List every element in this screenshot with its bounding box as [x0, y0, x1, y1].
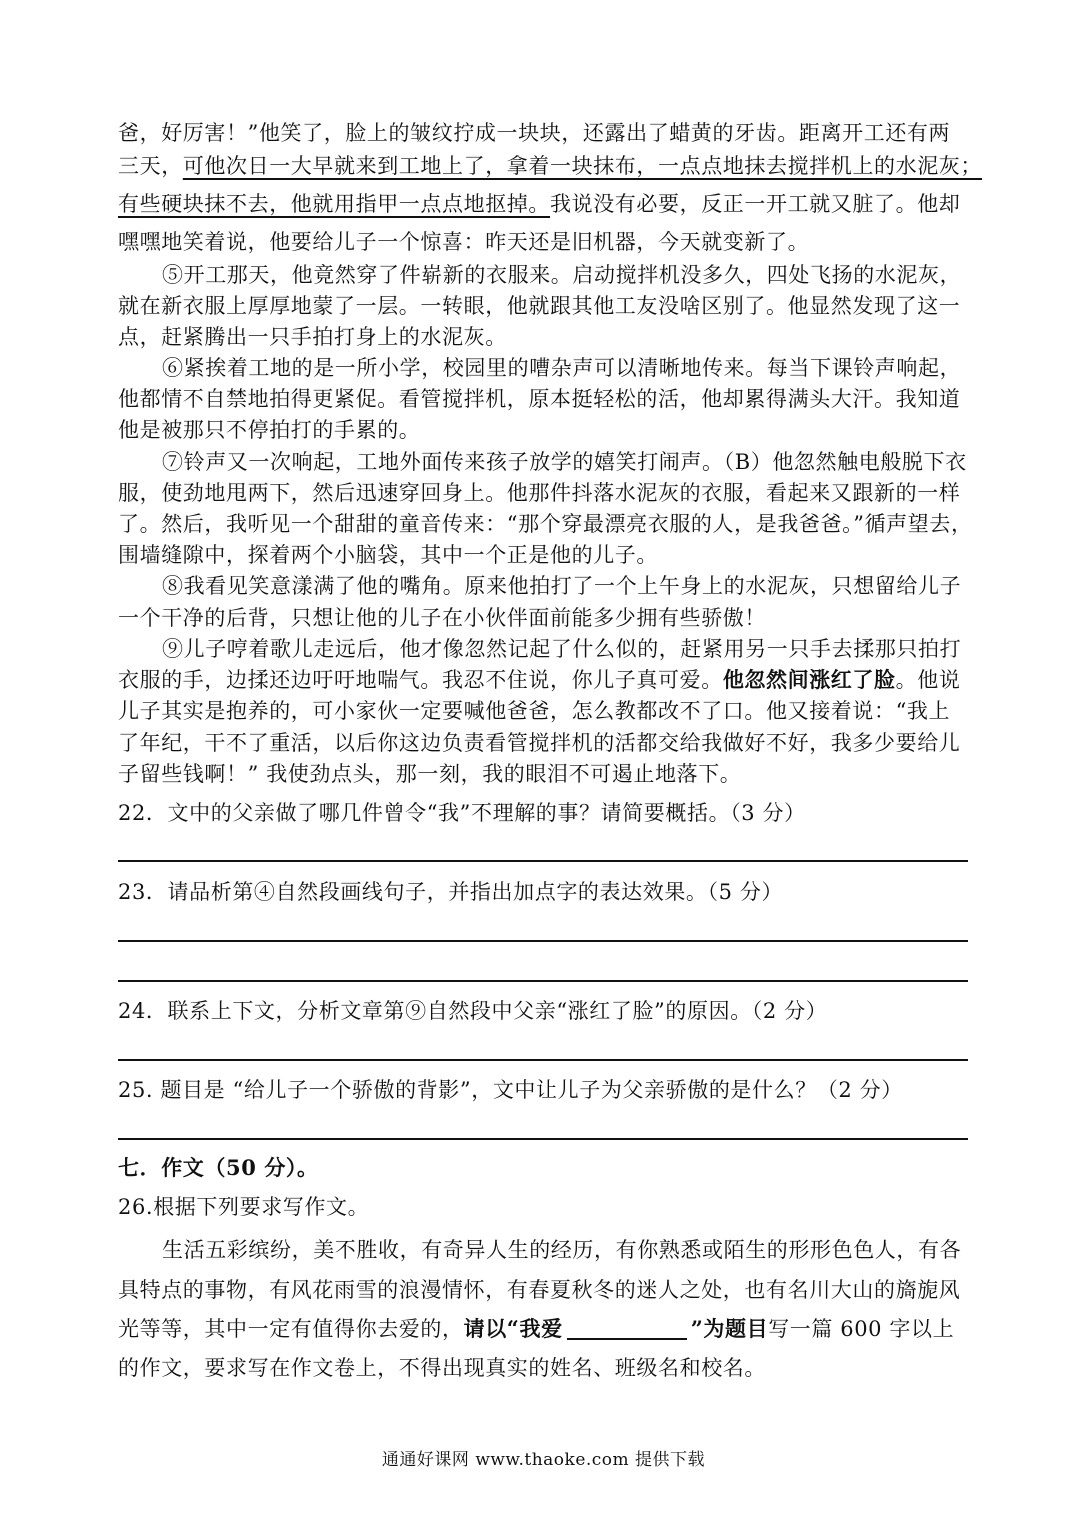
passage-line	[118, 189, 978, 219]
passage-line: 爸，好厉害！”他笑了，脸上的皱纹拧成一块块，还露出了蜡黄的牙齿。距离开工还有两	[118, 121, 951, 145]
passage-line: 就在新衣服上厚厚地蒙了一层。一转眼，他就跟其他工友没啥区别了。他显然发现了这一	[118, 294, 961, 318]
passage-line: 他都情不自禁地拍得更紧促。看管搅拌机，原本挺轻松的活，他却累得满头大汗。我知道	[118, 387, 961, 411]
bold-phrase: 他忽然间涨红了脸	[722, 667, 896, 692]
answer-line[interactable]	[118, 940, 968, 942]
essay-prompt: 生活五彩缤纷，美不胜收，有奇异人生的经历，有你熟悉或陌生的形形色色人，有各	[162, 1238, 962, 1262]
answer-line[interactable]	[118, 1059, 968, 1061]
paragraph-5: ⑤开工那天，他竟然穿了件崭新的衣服来。启动搅拌机没多久，四处飞扬的水泥灰，	[162, 263, 962, 287]
text-segment: 。他说	[895, 668, 961, 692]
question-23: 23．请品析第④自然段画线句子，并指出加点字的表达效果。（5 分）	[118, 880, 784, 904]
answer-line[interactable]	[118, 980, 968, 982]
text-segment: 我说没有必要，反正一开工就又脏了。他却	[550, 192, 961, 216]
passage-line	[118, 151, 983, 181]
answer-line[interactable]	[118, 860, 968, 862]
question-26: 26.根据下列要求写作文。	[118, 1195, 370, 1219]
passage-line: 了年纪，干不了重活，以后你这边负责看管搅拌机的活都交给我做好不好，我多少要给儿	[118, 731, 961, 755]
passage-line	[118, 665, 978, 695]
text-segment: 衣服的手，边揉还边吁吁地喘气。我忍不住说，你儿子真可爱。	[118, 668, 723, 692]
passage-line: 他是被那只不停拍打的手累的。	[118, 418, 421, 442]
text-segment: 三天，	[118, 154, 183, 178]
paragraph-7: ⑦铃声又一次响起，工地外面传来孩子放学的嬉笑打闹声。（B）他忽然触电般脱下衣	[162, 450, 967, 474]
essay-prompt-line: 的作文，要求写在作文卷上，不得出现真实的姓名、班级名和校名。	[118, 1356, 766, 1380]
essay-prompt-line: 具特点的事物，有风花雨雪的浪漫情怀，有春夏秋冬的迷人之处，也有名川大山的旖旎风	[118, 1278, 961, 1302]
paragraph-8: ⑧我看见笑意漾满了他的嘴角。原来他拍打了一个上午身上的水泥灰，只想留给儿子	[162, 574, 962, 598]
paragraph-6: ⑥紧挨着工地的是一所小学，校园里的嘈杂声可以清晰地传来。每当下课铃声响起，	[162, 356, 962, 380]
question-22: 22．文中的父亲做了哪几件曾令“我”不理解的事？请简要概括。（3 分）	[118, 801, 806, 825]
paragraph-9: ⑨儿子哼着歌儿走远后，他才像忽然记起了什么似的，赶紧用另一只手去揉那只拍打	[162, 637, 962, 661]
bold-phrase: 请以“我爱	[463, 1316, 563, 1341]
section-heading: 七．作文（50 分）。	[118, 1155, 319, 1180]
question-25: 25. 题目是 “给儿子一个骄傲的背影”，文中让儿子为父亲骄傲的是什么？（2 分）	[118, 1078, 903, 1102]
text-segment: 写一篇 600 字以上	[768, 1317, 955, 1341]
title-blank[interactable]	[567, 1316, 687, 1340]
question-24: 24．联系上下文，分析文章第⑨自然段中父亲“涨红了脸”的原因。（2 分）	[118, 999, 828, 1023]
passage-line: 了。然后，我听见一个甜甜的童音传来：“那个穿最漂亮衣服的人，是我爸爸。”循声望去，	[118, 512, 973, 536]
text-segment: 光等等，其中一定有值得你去爱的，	[118, 1317, 464, 1341]
passage-line: 儿子其实是抱养的，可小家伙一定要喊他爸爸，怎么教都改不了口。他又接着说：“我上	[118, 699, 951, 723]
footer-source: 通通好课网 www.thaoke.com 提供下载	[381, 1450, 706, 1470]
passage-line: 嘿嘿地笑着说，他要给儿子一个惊喜：昨天还是旧机器，今天就变新了。	[118, 230, 810, 254]
answer-line[interactable]	[118, 1138, 968, 1140]
passage-line: 子留些钱啊！” 我使劲点头，那一刻，我的眼泪不可遏止地落下。	[118, 762, 742, 786]
passage-line: 服，使劲地甩两下，然后迅速穿回身上。他那件抖落水泥灰的衣服，看起来又跟新的一样	[118, 481, 961, 505]
passage-line: 一个干净的后背，只想让他的儿子在小伙伴面前能多少拥有些骄傲！	[118, 606, 766, 630]
passage-line: 点，赶紧腾出一只手拍打身上的水泥灰。	[118, 325, 507, 349]
underlined-sentence: 可他次日一大早就来到工地上了，拿着一块抹布，一点点地抹去搅拌机上的水泥灰；	[182, 154, 983, 178]
underlined-sentence: 有些硬块抹不去，他就用指甲一点点地抠掉。	[118, 192, 550, 216]
passage-line: 围墙缝隙中，探着两个小脑袋，其中一个正是他的儿子。	[118, 543, 658, 567]
essay-prompt-line	[118, 1314, 978, 1344]
bold-phrase: ”为题目	[690, 1316, 769, 1341]
